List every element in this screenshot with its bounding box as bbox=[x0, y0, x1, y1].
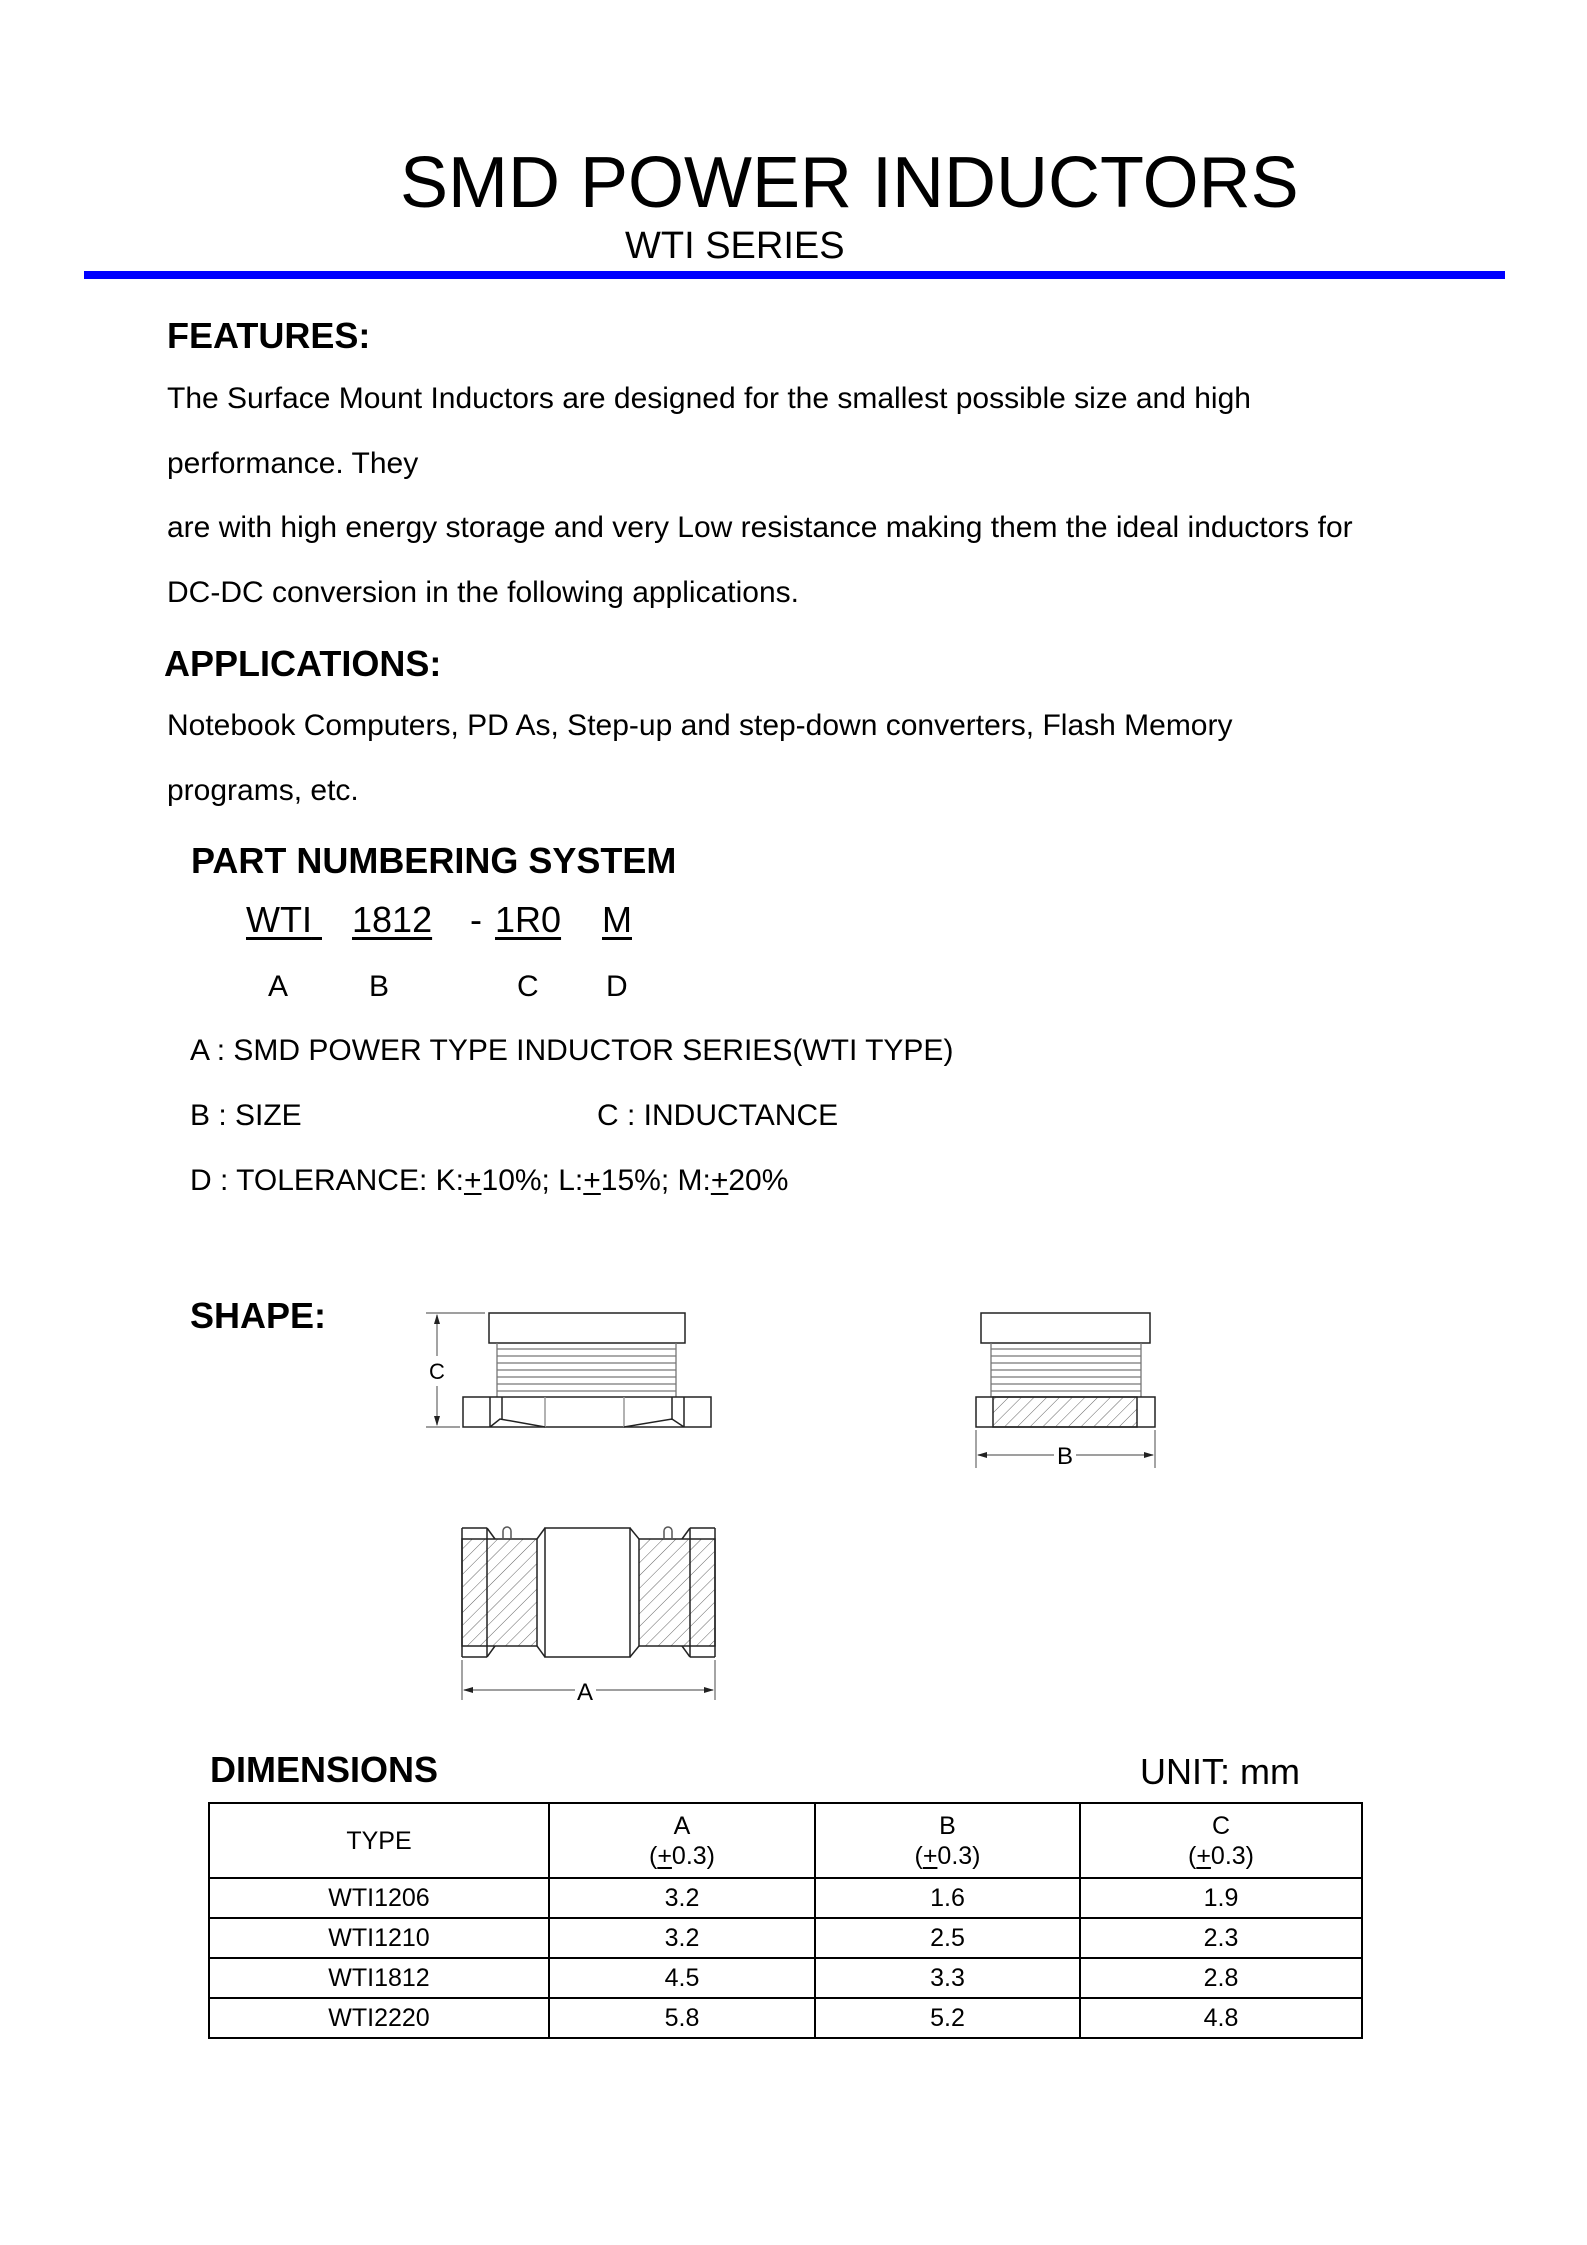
legend-d: D : TOLERANCE: K:+10%; L:+15%; M:+20% bbox=[190, 1164, 789, 1197]
series-subtitle: WTI SERIES bbox=[625, 225, 845, 267]
features-heading: FEATURES: bbox=[167, 315, 371, 356]
part-code-inductance: 1R0 bbox=[495, 899, 562, 940]
part-letter-c: C bbox=[517, 970, 539, 1003]
header-divider bbox=[84, 271, 1505, 279]
part-letter-b: B bbox=[369, 970, 390, 1003]
cell-a: 3.2 bbox=[549, 1918, 815, 1958]
table-header-row bbox=[209, 1803, 1362, 1878]
table-row bbox=[209, 1878, 1362, 1918]
cell-type: WTI1812 bbox=[209, 1958, 549, 1998]
features-line: DC-DC conversion in the following applications. bbox=[167, 576, 799, 609]
applications-line: Notebook Computers, PD As, Step-up and step-down converters, Flash Memory bbox=[167, 709, 1233, 742]
part-numbering-heading: PART NUMBERING SYSTEM bbox=[191, 840, 677, 881]
cell-c: 2.3 bbox=[1080, 1918, 1362, 1958]
table-row bbox=[209, 1998, 1362, 2038]
unit-label: UNIT: mm bbox=[1140, 1751, 1300, 1792]
shape-heading: SHAPE: bbox=[190, 1295, 327, 1336]
col-header-type: TYPE bbox=[209, 1803, 549, 1878]
cell-c: 2.8 bbox=[1080, 1958, 1362, 1998]
legend-b: B : SIZE bbox=[190, 1099, 302, 1132]
part-code-size: 1812 bbox=[352, 899, 433, 940]
dim-label-c: C bbox=[429, 1359, 445, 1384]
cell-c: 1.9 bbox=[1080, 1878, 1362, 1918]
applications-line: programs, etc. bbox=[167, 774, 359, 807]
side-view-drawing bbox=[420, 1305, 720, 1435]
features-line: are with high energy storage and very Low resistance making them the ideal inductors for bbox=[167, 511, 1353, 544]
applications-heading: APPLICATIONS: bbox=[164, 643, 442, 684]
cell-a: 5.8 bbox=[549, 1998, 815, 2038]
part-letter-d: D bbox=[606, 970, 628, 1003]
legend-c: C : INDUCTANCE bbox=[597, 1099, 839, 1132]
table-row bbox=[209, 1958, 1362, 1998]
front-view-drawing bbox=[970, 1305, 1170, 1475]
cell-b: 1.6 bbox=[815, 1878, 1080, 1918]
page-title: SMD POWER INDUCTORS bbox=[400, 143, 1299, 223]
features-line: The Surface Mount Inductors are designed for the smallest possible size and high bbox=[167, 382, 1251, 415]
col-header-a: A (+0.3) bbox=[549, 1803, 815, 1878]
dimensions-heading: DIMENSIONS bbox=[210, 1749, 439, 1790]
dimensions-table bbox=[208, 1802, 1363, 2039]
col-header-b: B (+0.3) bbox=[815, 1803, 1080, 1878]
cell-a: 4.5 bbox=[549, 1958, 815, 1998]
part-letter-a: A bbox=[268, 970, 289, 1003]
cell-b: 5.2 bbox=[815, 1998, 1080, 2038]
col-header-c: C (+0.3) bbox=[1080, 1803, 1362, 1878]
cell-type: WTI1210 bbox=[209, 1918, 549, 1958]
legend-a: A : SMD POWER TYPE INDUCTOR SERIES(WTI TYPE) bbox=[190, 1034, 954, 1067]
table-row bbox=[209, 1918, 1362, 1958]
cell-a: 3.2 bbox=[549, 1878, 815, 1918]
part-code-tolerance: M bbox=[602, 899, 632, 940]
bottom-view-drawing bbox=[455, 1520, 725, 1710]
dim-label-a: A bbox=[576, 1679, 594, 1706]
cell-b: 3.3 bbox=[815, 1958, 1080, 1998]
cell-type: WTI2220 bbox=[209, 1998, 549, 2038]
cell-b: 2.5 bbox=[815, 1918, 1080, 1958]
part-code-separator: - bbox=[470, 899, 482, 940]
cell-type: WTI1206 bbox=[209, 1878, 549, 1918]
features-line: performance. They bbox=[167, 447, 419, 480]
dim-label-b: B bbox=[1056, 1443, 1074, 1470]
part-code-series: WTI bbox=[246, 899, 312, 940]
cell-c: 4.8 bbox=[1080, 1998, 1362, 2038]
